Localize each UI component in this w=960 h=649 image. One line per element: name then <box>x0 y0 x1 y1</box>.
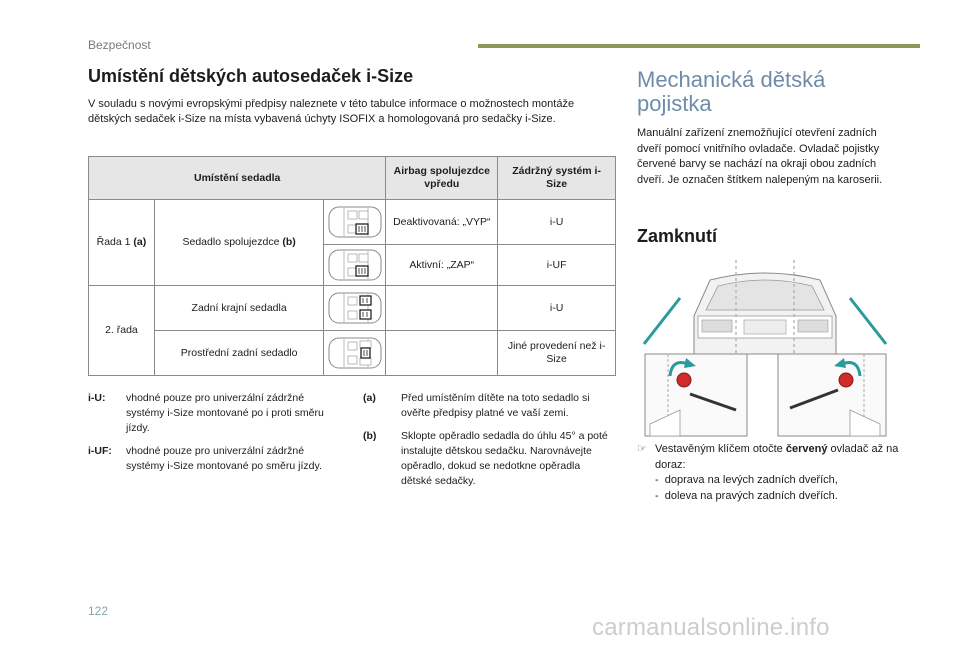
outer-seat-value: i-U <box>498 286 616 331</box>
row2-label: 2. řada <box>89 286 155 376</box>
middle-seat-airbag <box>386 331 498 376</box>
red-lock-icon <box>839 373 853 387</box>
car-rear-icon <box>694 273 836 354</box>
table-header-row <box>89 157 616 200</box>
car-diagram-rear-outer <box>324 286 386 331</box>
page-number: 122 <box>88 604 109 618</box>
car-diagram-front-off <box>324 200 386 245</box>
footnotes-list <box>363 391 613 489</box>
header-airbag: Airbag spolujezdce vpředu <box>386 157 498 200</box>
header-accent-line <box>478 44 920 48</box>
mechanical-lock-title: Mechanická dětská pojistka <box>637 67 826 116</box>
red-lock-icon <box>677 373 691 387</box>
lock-instructions: ☞ Vestavěným klíčem otočte červený ovladač až na doraz: - doprava na levých zadních dveřích, - doleva na pravých zadních dveřích. <box>637 442 907 504</box>
airbag-on-value: i-UF <box>498 245 616 286</box>
mechanical-lock-text: Manuální zařízení znemožňující otevření zadních dveří pomocí vnitřního ovladače. Ovladač pojistky červené barvy se nachází na okraji obou zadních dveří. Je označen štítkem nalepeným na karoserii. <box>637 127 883 186</box>
middle-seat-label: Prostřední zadní sedadlo <box>154 331 324 376</box>
header-seat-position: Umístění sedadla <box>89 157 386 200</box>
child-lock-illustration <box>640 258 890 438</box>
pointer-icon: ☞ <box>637 443 647 455</box>
row1-seat: Sedadlo spolujezdce (b) <box>154 200 324 286</box>
locking-title: Zamknutí <box>637 226 718 246</box>
watermark: carmanualsonline.info <box>592 614 830 641</box>
footnote-a: (a) Před umístěním dítěte na toto sedadlo si ověřte předpisy platné ve vaší zemi. <box>363 392 590 419</box>
note-iu: i-U: vhodné pouze pro univerzální zádržné systémy i-Size montované po i proti směru jízdy. <box>88 392 324 434</box>
table-row <box>89 200 616 245</box>
airbag-off-label: Deaktivovaná: „VYP“ <box>386 200 498 245</box>
table-row <box>89 286 616 331</box>
intro-paragraph: V souladu s novými evropskými předpisy naleznete v této tabulce informace o možnostech montáže dětských sedaček i-Size na místa vybavená úchyty ISOFIX a homologovaná pro sedačky i-Size. <box>88 98 575 125</box>
airbag-off-value: i-U <box>498 200 616 245</box>
notes-list <box>88 391 338 474</box>
page-title: Umístění dětských autosedaček i-Size <box>88 66 414 86</box>
list-item: - doprava na levých zadních dveřích, <box>655 474 838 486</box>
car-diagram-rear-middle <box>324 331 386 376</box>
list-item: - doleva na pravých zadních dveřích. <box>655 489 838 502</box>
row1-label: Řada 1 (a) <box>89 200 155 286</box>
footnote-b: (b) Sklopte opěradlo sedadla do úhlu 45° a poté instalujte dětskou sedačku. Narovnávejte opěradlo, dokud se nedotkne opěradla dětské sedačky. <box>363 430 608 487</box>
seat-table <box>88 156 616 376</box>
airbag-on-label: Aktivní: „ZAP“ <box>386 245 498 286</box>
table-row <box>89 331 616 376</box>
outer-seat-airbag <box>386 286 498 331</box>
section-label: Bezpečnost <box>88 38 151 52</box>
middle-seat-value: Jiné provedení než i-Size <box>498 331 616 376</box>
car-diagram-front-on <box>324 245 386 286</box>
note-iuf: i-UF: vhodné pouze pro univerzální zádržné systémy i-Size montované po směru jízdy. <box>88 445 322 472</box>
header-isize: Zádržný systém i-Size <box>498 157 616 200</box>
outer-seat-label: Zadní krajní sedadla <box>154 286 324 331</box>
